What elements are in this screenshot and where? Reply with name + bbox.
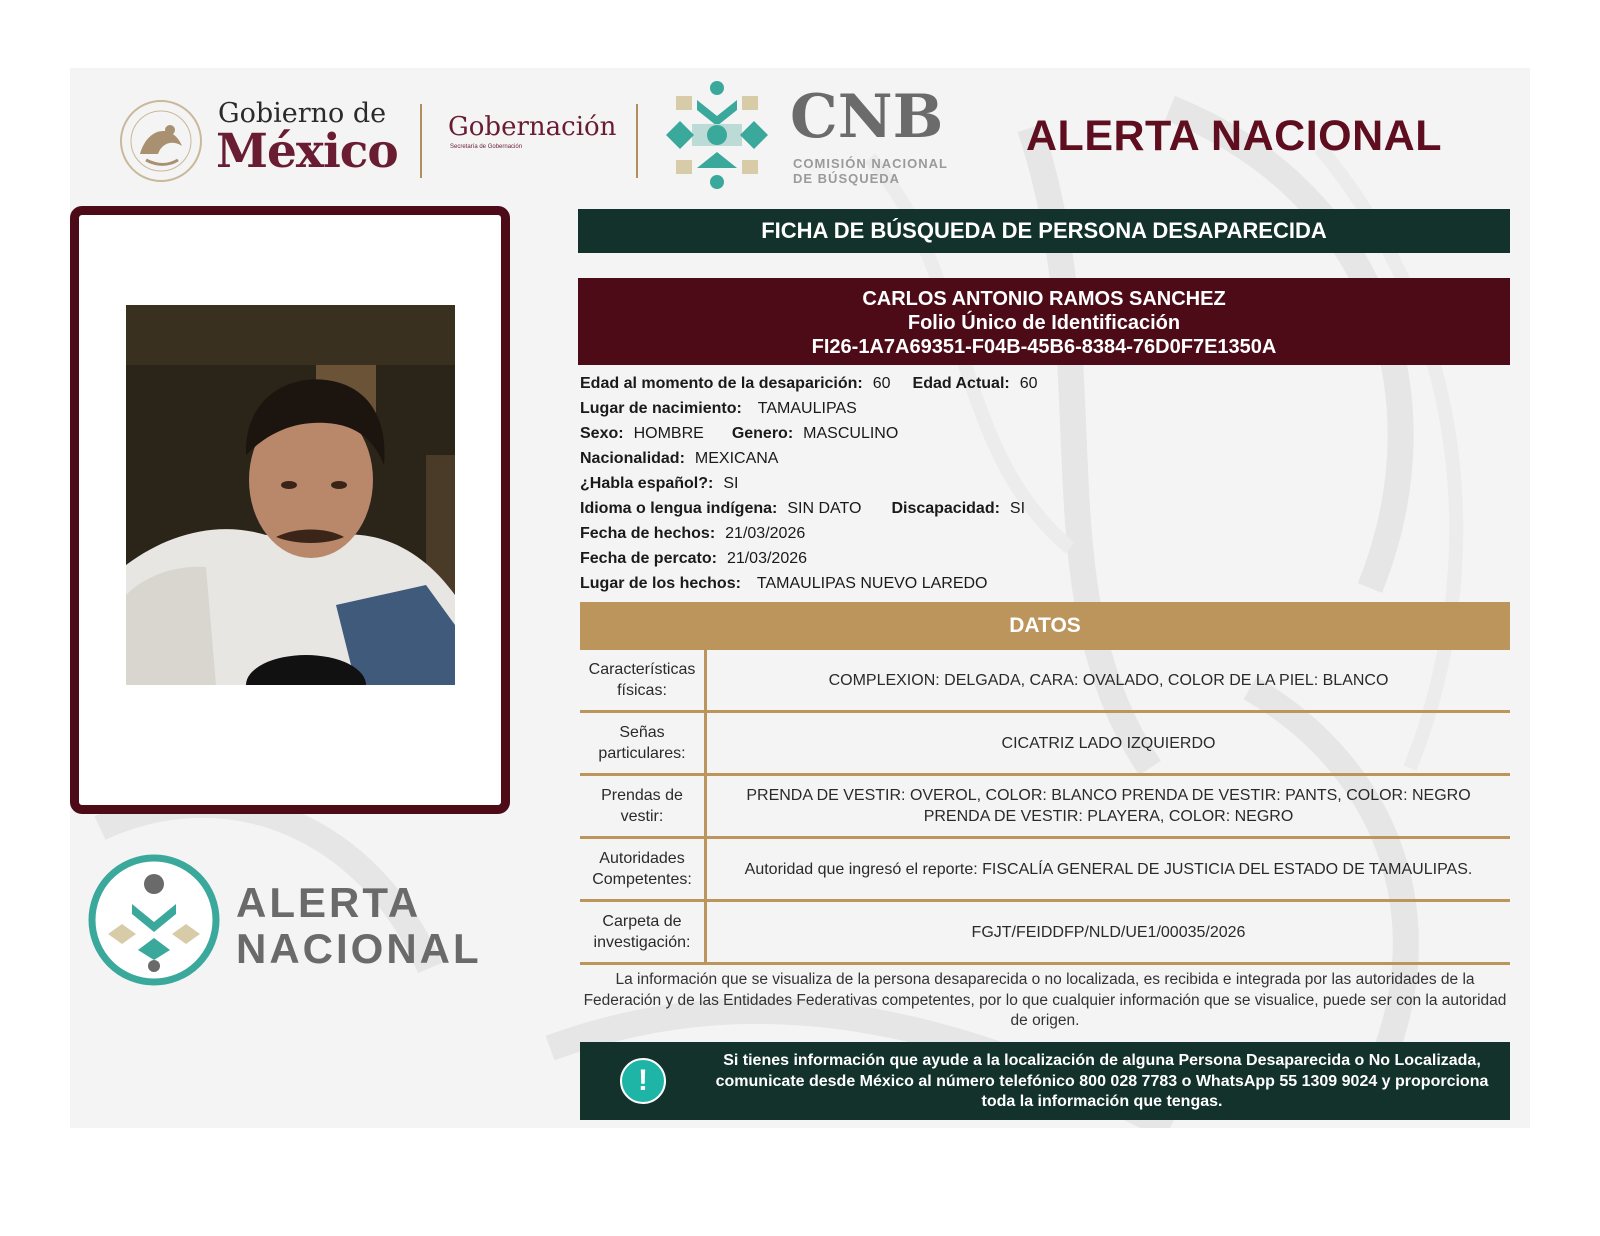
cnb-subtitle-line1: COMISIÓN NACIONAL bbox=[793, 156, 948, 171]
wordmark-line1: ALERTA bbox=[236, 879, 422, 926]
habla-label: ¿Habla español?: bbox=[580, 475, 714, 492]
row-label: Señas particulares: bbox=[580, 712, 706, 775]
cnb-subtitle bbox=[793, 156, 948, 186]
gobierno-line2: México bbox=[216, 124, 398, 179]
gobierno-mexico-logo bbox=[118, 96, 418, 186]
datos-header: DATOS bbox=[580, 602, 1510, 650]
gobernacion-logo: Gobernación bbox=[448, 112, 617, 142]
row-label: Autoridades Competentes: bbox=[580, 838, 706, 901]
info-row-sexo bbox=[580, 424, 1500, 444]
info-row-edad bbox=[580, 374, 1500, 394]
row-value: PRENDA DE VESTIR: OVEROL, COLOR: BLANCO PRENDA DE VESTIR: PANTS, COLOR: NEGRO PRENDA DE VESTIR: PLAYERA, COLOR: NEGRO bbox=[706, 775, 1511, 838]
genero-value: MASCULINO bbox=[803, 425, 899, 442]
wordmark-line2: NACIONAL bbox=[236, 925, 482, 972]
nacionalidad-value: MEXICANA bbox=[694, 450, 779, 467]
habla-value: SI bbox=[723, 475, 739, 492]
gobernacion-subtitle: Secretaría de Gobernación bbox=[450, 144, 523, 150]
row-value: CICATRIZ LADO IZQUIERDO bbox=[706, 712, 1511, 775]
person-name: CARLOS ANTONIO RAMOS SANCHEZ bbox=[862, 288, 1226, 310]
info-row-nacionalidad bbox=[580, 449, 1500, 469]
contact-banner bbox=[580, 1042, 1510, 1120]
edad-actual-label: Edad Actual: bbox=[912, 375, 1010, 392]
alerta-nacional-emblem-icon bbox=[86, 852, 222, 988]
disclaimer-text: La información que se visualiza de la persona desaparecida o no localizada, es recibida e integrada por las autoridades de la Federación y de las Entidades Federativas competentes, por lo que cualquier información que se visualice, puede ser con la autoridad de origen. bbox=[583, 971, 1507, 1029]
fecha-hechos-value: 21/03/2026 bbox=[725, 525, 806, 542]
lugar-hechos-value: TAMAULIPAS NUEVO LAREDO bbox=[756, 575, 988, 592]
sexo-label: Sexo: bbox=[580, 425, 624, 442]
lugar-hechos-label: Lugar de los hechos: bbox=[580, 575, 741, 592]
row-label: Carpeta de investigación: bbox=[580, 901, 706, 964]
table-row bbox=[580, 650, 1510, 712]
cnb-emblem-icon bbox=[662, 78, 772, 194]
row-value: COMPLEXION: DELGADA, CARA: OVALADO, COLOR DE LA PIEL: BLANCO bbox=[706, 650, 1511, 712]
alerta-nacional-heading: ALERTA NACIONAL bbox=[1026, 112, 1442, 160]
folio-value: FI26-1A7A69351-F04B-45B6-8384-76D0F7E1350A bbox=[811, 336, 1277, 358]
row-value: Autoridad que ingresó el reporte: FISCALÍA GENERAL DE JUSTICIA DEL ESTADO DE TAMAULIPAS. bbox=[706, 838, 1511, 901]
idioma-label: Idioma o lengua indígena: bbox=[580, 500, 778, 517]
row-value: FGJT/FEIDDFP/NLD/UE1/00035/2026 bbox=[706, 901, 1511, 964]
missing-person-photo bbox=[126, 305, 455, 685]
fecha-percato-value: 21/03/2026 bbox=[726, 550, 808, 567]
genero-label: Genero: bbox=[731, 425, 794, 442]
datos-table bbox=[580, 650, 1510, 965]
lugar-nacimiento-label: Lugar de nacimiento: bbox=[580, 400, 742, 417]
row-label: Características físicas: bbox=[580, 650, 706, 712]
exclamation-icon: ! bbox=[620, 1058, 666, 1104]
nacionalidad-label: Nacionalidad: bbox=[580, 450, 685, 467]
idioma-value: SIN DATO bbox=[787, 500, 862, 517]
escudo-nacional-icon bbox=[118, 96, 208, 186]
gobierno-line1: Gobierno de bbox=[218, 98, 387, 129]
info-row-fecha-hechos bbox=[580, 524, 1500, 544]
cnb-subtitle-line2: DE BÚSQUEDA bbox=[793, 171, 901, 186]
row-label: Prendas de vestir: bbox=[580, 775, 706, 838]
info-row-lugar-hechos bbox=[580, 574, 1500, 594]
lugar-nacimiento-value: TAMAULIPAS bbox=[757, 400, 857, 417]
info-row-nacimiento bbox=[580, 399, 1500, 419]
person-photo-illustration bbox=[126, 305, 455, 685]
discapacidad-value: SI bbox=[1009, 500, 1026, 517]
header-divider bbox=[636, 104, 638, 178]
edad-actual-value: 60 bbox=[1019, 375, 1038, 392]
edad-desaparicion-value: 60 bbox=[872, 375, 891, 392]
fecha-percato-label: Fecha de percato: bbox=[580, 550, 717, 567]
header-divider bbox=[420, 104, 422, 178]
name-banner bbox=[578, 278, 1510, 365]
cnb-title: CNB bbox=[790, 82, 944, 152]
info-row-fecha-percato bbox=[580, 549, 1500, 569]
table-row bbox=[580, 838, 1510, 901]
edad-desaparicion-label: Edad al momento de la desaparición: bbox=[580, 375, 863, 392]
discapacidad-label: Discapacidad: bbox=[891, 500, 1000, 517]
table-row bbox=[580, 901, 1510, 964]
info-row-habla bbox=[580, 474, 1500, 494]
sexo-value: HOMBRE bbox=[633, 425, 704, 442]
ficha-title: FICHA DE BÚSQUEDA DE PERSONA DESAPARECIDA bbox=[578, 209, 1510, 253]
folio-label: Folio Único de Identificación bbox=[907, 312, 1181, 334]
fecha-hechos-label: Fecha de hechos: bbox=[580, 525, 716, 542]
table-row bbox=[580, 775, 1510, 838]
contact-text: Si tienes información que ayude a la localización de alguna Persona Desaparecida o No Localizada, comunicate desde México al número telefónico 800 028 7783 o WhatsApp 55 1309 9024 y proporciona toda la información que tengas. bbox=[715, 1052, 1489, 1110]
info-row-idioma bbox=[580, 499, 1500, 519]
table-row bbox=[580, 712, 1510, 775]
alerta-nacional-wordmark bbox=[236, 880, 482, 972]
